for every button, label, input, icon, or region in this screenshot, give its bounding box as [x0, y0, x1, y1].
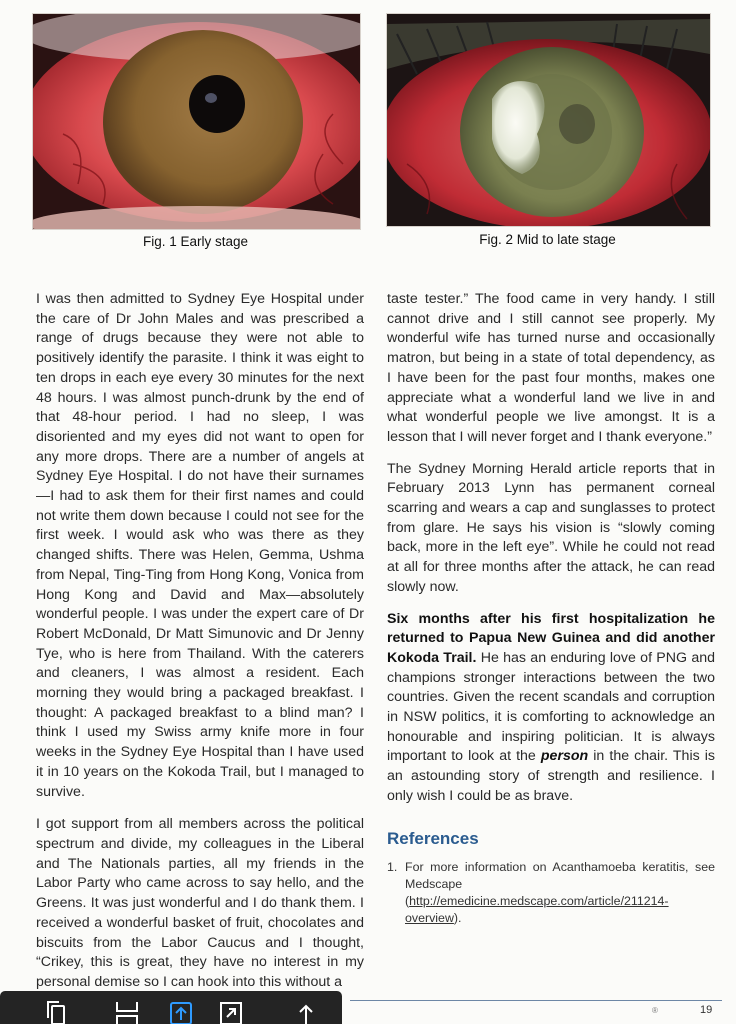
- reference-link[interactable]: http://emedicine.medscape.com/article/211214-overview: [405, 893, 669, 925]
- paragraph-3-text-a: He has an enduring love of PNG and champions stronger interactions between the two countries. Given the recent scandals and corruption in NSW politics, it is comforting to acknowledge an honourable and inspiring politician. It is always important to look at the: [387, 649, 715, 765]
- left-paragraph-2: I got support from all members across the political spectrum and divide, my colleagues in the Liberal and The Nationals parties, all my friends in the Labor Party who came across to say hello, and the Greens. It was just wonderful and I do thank them. I received a wonderful basket of fruit, chocolates and biscuits from the Labor Caucus and I thought, “Crikey, this is great, they have no interest in my personal demise so I can hook into this without a: [36, 816, 364, 990]
- right-paragraph-3: [387, 610, 715, 807]
- floating-toolbar: [0, 991, 342, 1024]
- bold-lead-sentence: Six months after his first hospitalization he returned to Papua New Guinea and did another Kokoda Trail.: [387, 610, 715, 666]
- reference-text: [405, 859, 715, 927]
- upload-icon: [168, 1000, 194, 1024]
- reference-number: 1.: [387, 859, 398, 874]
- right-paragraph-2: The Sydney Morning Herald article reports that in February 2013 Lynn has permanent corneal scarring and wears a cap and sunglasses to protect from glare. He says his vision is “slowly coming back, more in the left eye”. While he could not read at all for three months after the attack, he can read slowly now.: [387, 460, 715, 595]
- paragraph-3-text-b: in the chair. This is an astounding story of strength and resilience. I only wish I could be as brave.: [387, 748, 715, 804]
- page-number: 19: [700, 1004, 713, 1016]
- save-button[interactable]: [114, 1000, 140, 1024]
- right-paragraph-1: taste tester.” The food came in very handy. I still cannot drive and I still cannot see properly. My wonderful wife has turned nurse and occasionally matron, but being in a state of total dependency, as I have been for the past four months, makes one appreciate what a wonderful land we live in and what wonderful people we live amongst. It is a lesson that I will never forget and I thank everyone.”: [387, 291, 715, 445]
- left-column: [36, 290, 364, 993]
- open-in-window-button[interactable]: [218, 1000, 244, 1024]
- reference-item: [387, 859, 715, 927]
- share-icon: [293, 1000, 319, 1024]
- figure-2-image: [386, 13, 711, 227]
- share-button[interactable]: [293, 1000, 319, 1024]
- footer-rule: [350, 1000, 722, 1001]
- reference-suffix: ).: [453, 910, 462, 925]
- open-in-window-icon: [218, 1000, 244, 1024]
- copy-icon: [44, 1000, 70, 1024]
- reference-body: For more information on Acanthamoeba keratitis, see Medscape (: [405, 859, 715, 908]
- save-icon: [114, 1000, 140, 1024]
- upload-button[interactable]: [168, 1000, 194, 1024]
- footer-mark: ®: [652, 1006, 658, 1015]
- copy-button[interactable]: [44, 1000, 70, 1024]
- emphasis-person: person: [540, 748, 589, 765]
- figure-1-caption: Fig. 1 Early stage: [142, 234, 249, 249]
- figure-1-image: [32, 13, 361, 230]
- figure-2-caption: Fig. 2 Mid to late stage: [479, 232, 616, 247]
- left-paragraph-1: I was then admitted to Sydney Eye Hospital under the care of Dr John Males and was prescribed a range of drugs because they were not able to positively identify the parasite. I think it was eight to ten drops in each eye every 30 minutes for the next 48 hours. I was almost punch-drunk by the end of that 48-hour period. I had no sleep, I was disoriented and my eyes did not want to open for any more drops. There are a number of angels at Sydney Eye Hospital. I do not have their surnames—I had to ask them for their first names and could not write them down because I could not see for the first week. I would ask who was there as they changed shifts. There was Helen, Gemma, Ushma from Nepal, Ting-Ting from Hong Kong, Vonica from Hong Kong and David and Max—absolutely wonderful people. I was under the expert care of Dr Robert McDonald, Dr Matt Simunovic and Dr Jenny Tye, who is here from Thailand. With the caterers and cleaners, I was almost a resident. Each morning they would bring a packaged breakfast. I thought: A packaged breakfast to a blind man? I think I used my Swiss army knife more in four weeks in the Sydney Eye Hospital than I have used it in 10 years on the Kokoda Trail, but I managed to survive.: [36, 291, 364, 800]
- right-column: [387, 290, 715, 927]
- references-heading: References: [387, 828, 479, 848]
